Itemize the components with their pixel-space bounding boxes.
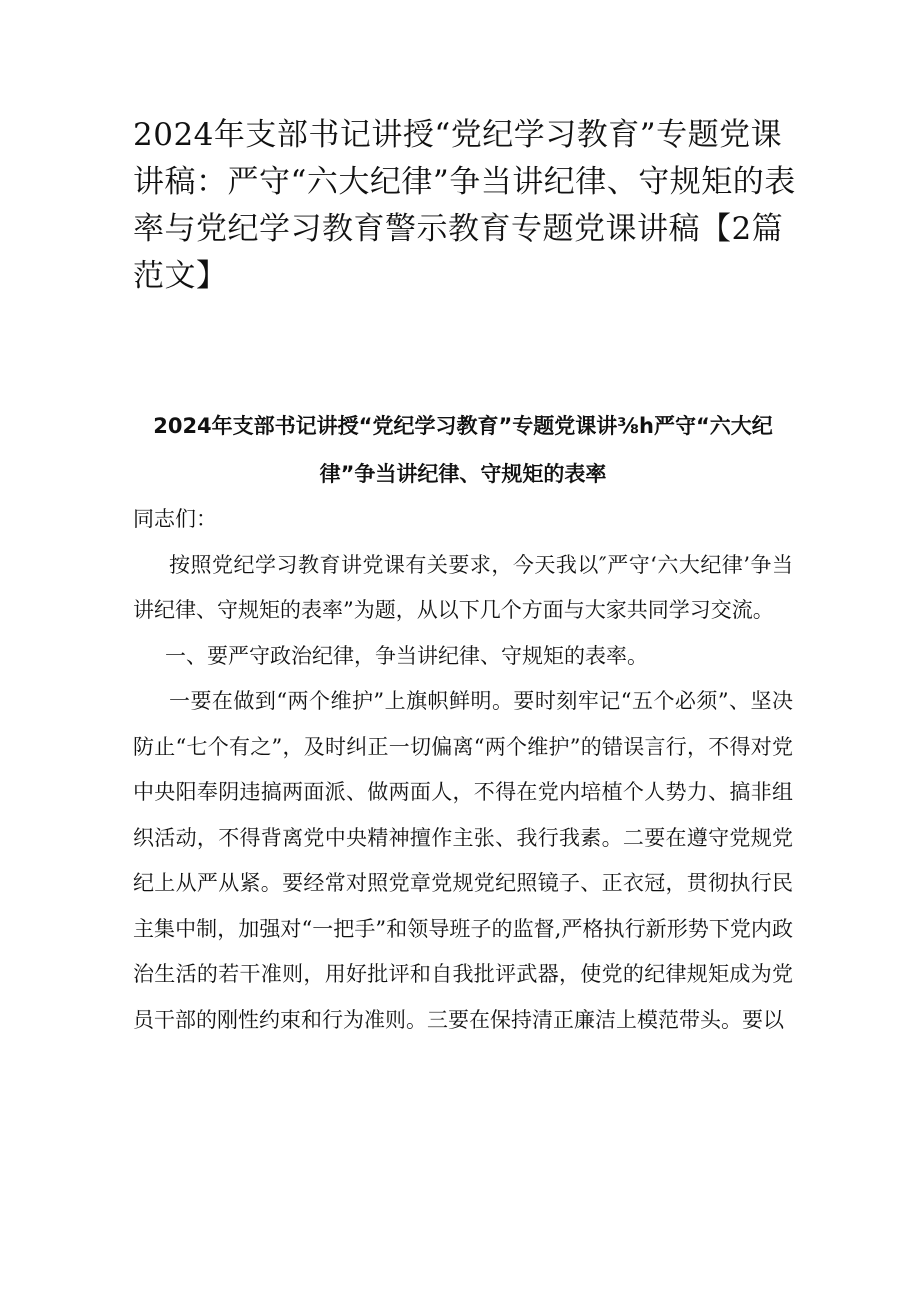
salutation: 同志们：	[133, 507, 217, 531]
section-heading: 一、要严守政治纪律，争当讲纪律、守规矩的表率。	[165, 643, 648, 668]
article-title: 2024年支部书记讲授“党纪学习教育”专题党课讲⅜h严守“六大纪律”争当讲纪律、守规矩的表率	[153, 414, 773, 486]
article-body	[133, 497, 793, 1043]
intro-paragraph: 按照党纪学习教育讲党课有关要求，今天我以″严守‘六大纪律’争当讲纪律、守规矩的表率”为题，从以下几个方面与大家共同学习交流。	[133, 552, 793, 622]
document-main-title: 2024年支部书记讲授“党纪学习教育”专题党课讲稿：严守“六大纪律”争当讲纪律、守规矩的表率与党纪学习教育警示教育专题党课讲稿【2篇范文】	[133, 117, 796, 294]
body-paragraph: 一要在做到“两个维护”上旗帜鲜明。要时刻牢记“五个必须”、坚决防止“七个有之”，及时纠正一切偏离“两个维护”的错误言行，不得对党中央阳奉阴违搞两面派、做两面人，不得在党内培植个人势力、搞非组织活动，不得背离党中央精神擅作主张、我行我素。二要在遵守党规党纪上从严从紧。要经常对照党章党规党纪照镜子、正衣冠，贯彻执行民主集中制，加强对“一把手”和领导班子的监督,严格执行新形势下党内政治生活的若干准则，用好批评和自我批评武器，使党的纪律规矩成为党员干部的刚性约束和行为准则。三要在保持清正廉洁上模范带头。要以	[133, 689, 793, 1032]
